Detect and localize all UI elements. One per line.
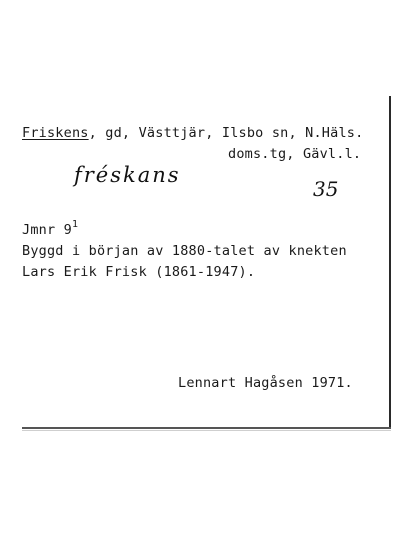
author-signature: Lennart Hagåsen 1971. <box>178 375 353 391</box>
reference-superscript: 1 <box>71 219 79 230</box>
handwritten-number: 35 <box>313 177 339 201</box>
entry-heading-line <box>22 125 363 141</box>
reference-line <box>22 219 78 238</box>
card-edge-bottom <box>22 427 391 429</box>
pronunciation-note: fréskans <box>74 163 181 187</box>
description-line-2: Lars Erik Frisk (1861-1947). <box>22 264 256 280</box>
place-name: Friskens <box>22 125 89 141</box>
card-edge-right <box>389 96 391 428</box>
card-edge-shadow <box>22 430 391 431</box>
description-line-1: Byggd i början av 1880-talet av knekten <box>22 243 347 259</box>
district-line: doms.tg, Gävl.l. <box>228 146 362 162</box>
reference-label: Jmnr 9 <box>22 222 72 238</box>
place-location: , gd, Västtjär, Ilsbo sn, N.Häls. <box>88 125 364 141</box>
